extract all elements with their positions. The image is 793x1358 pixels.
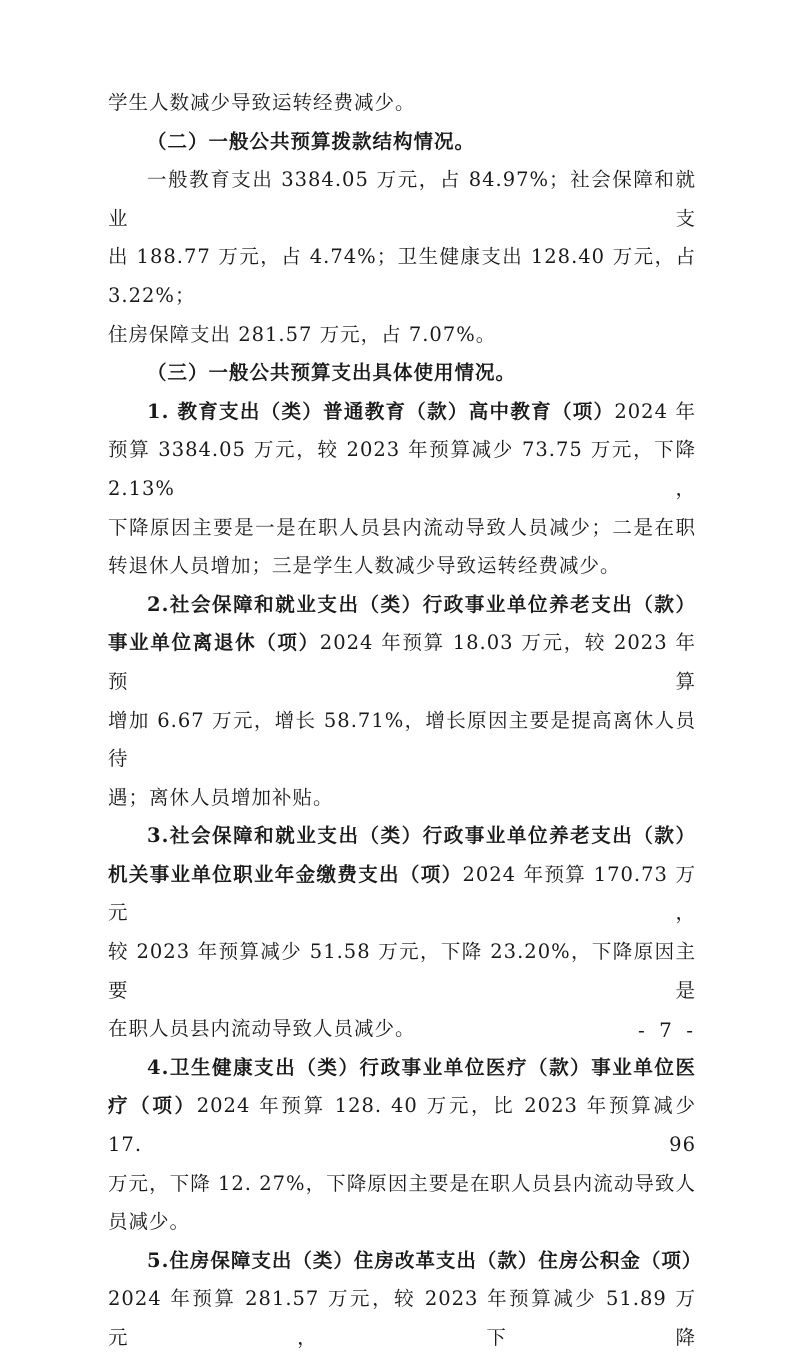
item-1-line [108,393,696,432]
text-line: 2024 年预算 281.57 万元，较 2023 年预算减少 51.89 万元，下降 [108,1287,696,1349]
item-3-heading-cont: 机关事业单位职业年金缴费支出（项） [108,862,463,886]
text-line: 转退休人员增加；三是学生人数减少导致运转经费减少。 [108,554,621,578]
text-line: 一般教育支出 3384.05 万元，占 84.97%；社会保障和就业支 [108,168,696,230]
text-line: 遇；离休人员增加补贴。 [108,785,334,809]
page-number: - 7 - [638,1018,697,1042]
item-3-line [108,856,696,933]
item-1-heading: 1. 教育支出（类）普通教育（款）高中教育（项） [147,399,615,423]
text-line: 员减少。 [108,1210,191,1234]
item-4-heading: 4.卫生健康支出（类）行政事业单位医疗（款）事业单位医 [147,1055,696,1079]
section-heading-3: （三）一般公共预算支出具体使用情况。 [147,361,517,385]
item-2-line [108,624,696,701]
item-2-text: 2024 年预算 18.03 万元，较 2023 年预算 [108,631,696,693]
document-body [108,84,703,1358]
section-heading-2: （二）一般公共预算拨款结构情况。 [147,129,476,153]
item-5-heading: 5.住房保障支出（类）住房改革支出（款）住房公积金（项） [147,1248,703,1272]
text-line: 增加 6.67 万元，增长 58.71%，增长原因主要是提高离休人员待 [108,708,696,771]
item-3-heading: 3.社会保障和就业支出（类）行政事业单位养老支出（款） [147,824,696,848]
item-3-text: 2024 年预算 170.73 万元， [108,862,696,925]
text-line: 下降原因主要是一是在职人员县内流动导致人员减少；二是在职 [108,515,696,539]
item-2-heading-cont: 事业单位离退休（项） [108,631,320,655]
text-line: 较 2023 年预算减少 51.58 万元，下降 23.20%，下降原因主要是 [108,940,696,1002]
item-4-heading-cont: 疗（项） [108,1094,197,1118]
item-1-text: 2024 年 [614,399,696,423]
text-line: 万元，下降 12. 27%，下降原因主要是在职人员县内流动导致人 [108,1171,696,1195]
text-line: 在职人员县内流动导致人员减少。 [108,1017,416,1041]
text-line: 出 188.77 万元，占 4.74%；卫生健康支出 128.40 万元，占 3.22%； [108,245,696,307]
text-line: 预算 3384.05 万元，较 2023 年预算减少 73.75 万元，下降 2.13%， [108,438,696,500]
item-2-heading: 2.社会保障和就业支出（类）行政事业单位养老支出（款） [147,592,696,616]
text-line: 学生人数减少导致运转经费减少。 [108,91,416,114]
text-line: 住房保障支出 281.57 万元，占 7.07%。 [108,322,497,346]
item-4-line [108,1087,696,1164]
item-4-text: 2024 年预算 128. 40 万元，比 2023 年预算减少 17. 96 [108,1094,696,1157]
